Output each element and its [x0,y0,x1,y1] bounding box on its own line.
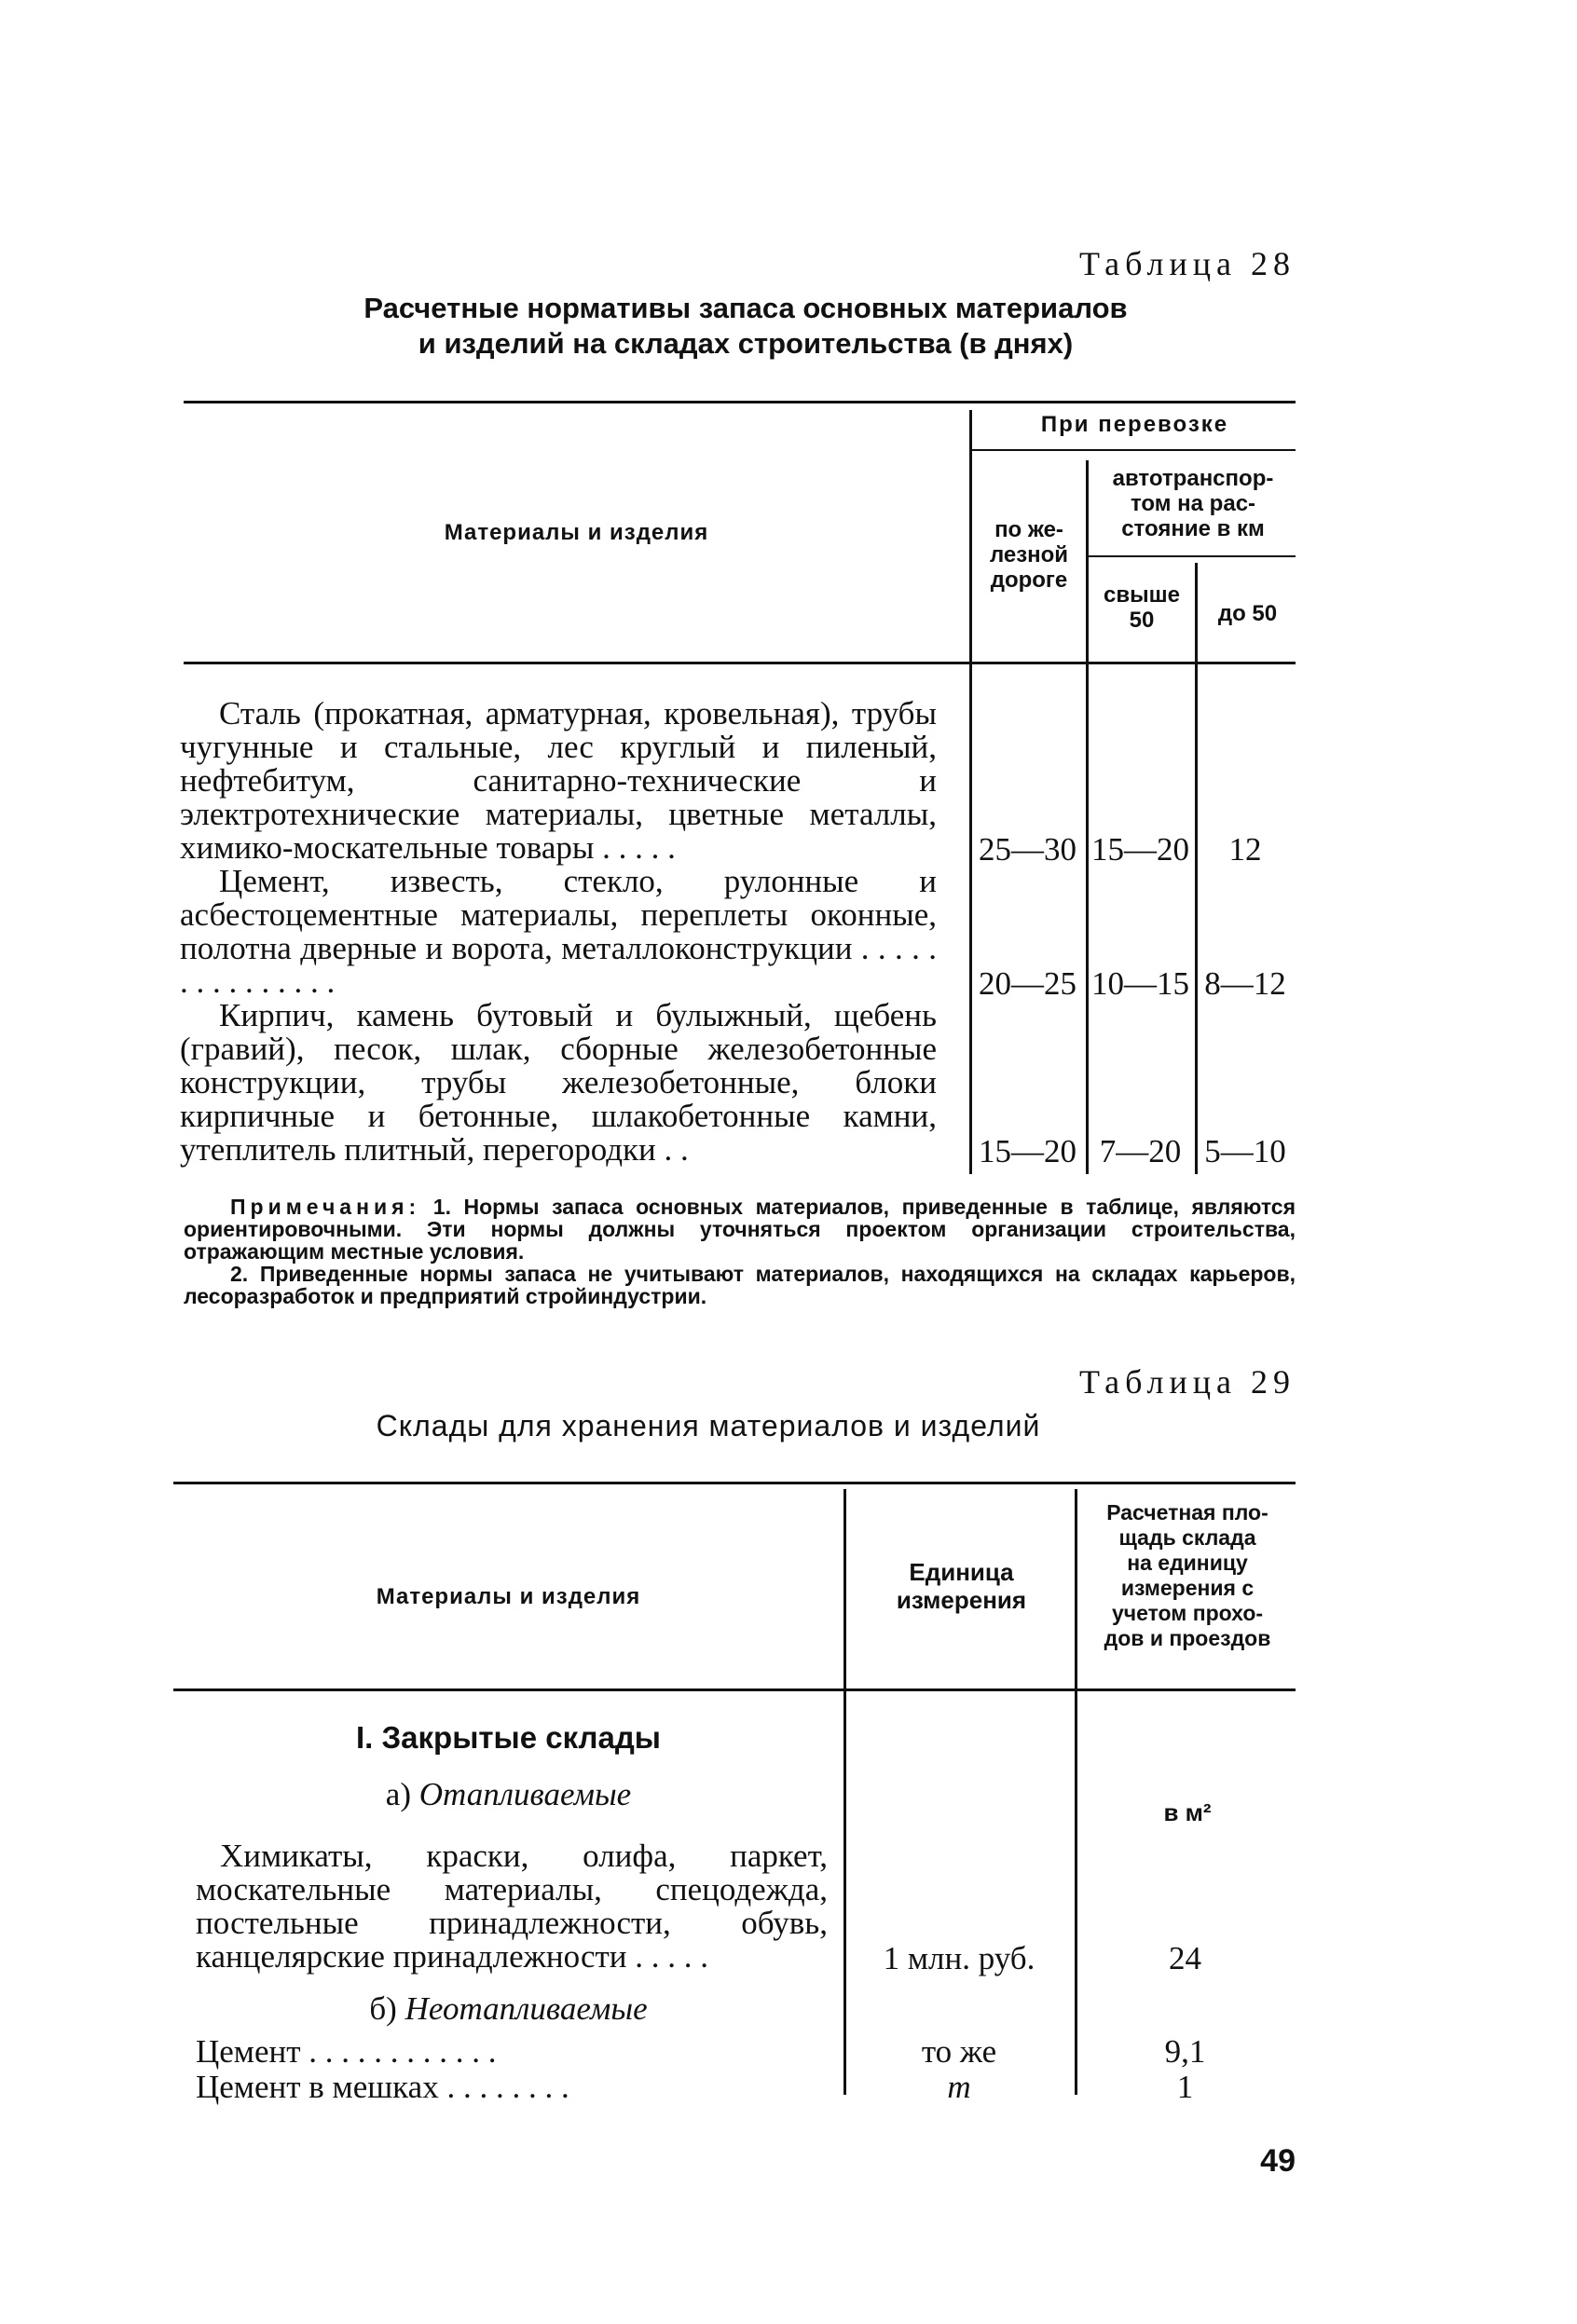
table28-auto-rule [1086,555,1296,557]
table28-title [280,291,1212,362]
table28-row-2-rail: 20—25 [979,965,1076,1002]
table29-row-3-area: 1 [1176,2069,1194,2105]
table29-row-1-unit: 1 млн. руб. [883,1940,1035,1976]
table29-sub-a [173,1776,843,1813]
table29-col-divider-2 [1075,1489,1077,2095]
table28-header-materials: Материалы и изделия [444,520,709,545]
table28-label: Таблица 28 [1079,245,1296,282]
notes-label: Примечания: [230,1195,421,1219]
table28-row-1-text: Сталь (прокатная, арматурная, кровельная), трубы чугунные и стальные, лес круглый и пиленый, нефтебитум, санитарно-технические и электротехнические материалы, цветные металлы, химико-москательные товары . . . . . [180,695,937,866]
table29-title: Склады для хранения материалов и изделий [376,1409,1041,1442]
table28-title-line1: Расчетные нормативы запаса основных материалов [363,292,1128,324]
table29-row-1-text: Химикаты, краски, олифа, паркет, москательные материалы, спецодежда, постельные принадлежности, обувь, канцелярские принадлежности . . . . . [196,1838,828,1975]
table29-sub-a-label: Отапливаемые [418,1776,632,1812]
page-number: 49 [1260,2143,1296,2179]
table28-col-divider-2 [1086,460,1089,1174]
table29-sub-a-prefix: а) [385,1776,411,1812]
table28-row-3-text: Кирпич, камень бутовый и булыжный, щебень (гравий), песок, шлак, сборные железобетонные конструкции, трубы железобетонные, блоки кирпичные и бетонные, шлакобетонные камни, утеплитель плитный, перегородки . . [180,997,937,1168]
table28-header-transport: При перевозке [1040,412,1229,437]
table28-row-1-over50: 15—20 [1091,831,1189,868]
table29-row-1-area: 24 [1169,1940,1201,1976]
table28-top-rule [184,401,1296,403]
table29-label: Таблица 29 [1079,1363,1296,1401]
table28-row-1-upto50: 12 [1228,831,1262,868]
table28-header-upto50: до 50 [1217,601,1278,626]
table29-sub-b-label: Неотапливаемые [405,1990,648,2027]
table28-row-2-over50: 10—15 [1091,965,1189,1002]
table28-row-2-upto50: 8—12 [1204,965,1286,1002]
table29-col-divider-1 [843,1489,846,2095]
table28-header-over50: свыше 50 [1104,582,1180,633]
table28-header-auto: автотранспор- том на рас- стояние в км [1112,466,1274,541]
table29-header-materials: Материалы и изделия [376,1584,641,1609]
table28-row-3-over50: 7—20 [1099,1133,1182,1169]
note-2: 2. Приведенные нормы запаса не учитывают материалов, находящихся на складах карьеров, лесоразработок и предприятий стройиндустрии. [184,1262,1296,1308]
table29-row-2-text: Цемент . . . . . . . . . . . . [196,2033,497,2070]
table29-row-2-unit: то же [921,2033,997,2070]
table28-row-3-rail: 15—20 [979,1133,1076,1169]
table28-notes [184,1196,1296,1307]
table28-col-divider-3 [1195,563,1198,1174]
table29-top-rule [173,1482,1296,1484]
table28-col-divider-1 [969,410,972,1174]
table28-title-line2: и изделий на складах строительства (в днях) [418,327,1074,360]
table29-area-unit: в м² [1163,1798,1212,1826]
table28-row-3-upto50: 5—10 [1204,1133,1286,1169]
table29-header-area: Расчетная пло- щадь склада на единицу измерения с учетом прохо- дов и проездов [1104,1500,1271,1650]
table28-row-2-text: Цемент, известь, стекло, рулонные и асбестоцементные материалы, переплеты оконные, полотна дверные и ворота, металлоконструкции . . . . . . . . . . . . . . . [180,863,937,1000]
table28-header-rail: по же- лезной дороге [989,517,1069,593]
table29-row-3-unit: т [947,2069,971,2105]
note-1: 1. Нормы запаса основных материалов, приведенные в таблице, являются ориентировочными. Эти нормы должны уточняться проектом организации строительства, отражающим местные условия. [184,1195,1296,1264]
table29-header-unit: Единица измерения [896,1558,1027,1614]
table29-header-rule [173,1688,1296,1691]
table28-transport-rule [969,449,1296,451]
table29-row-2-area: 9,1 [1164,2033,1206,2070]
table29-sub-b-prefix: б) [369,1990,397,2027]
table28-row-1-rail: 25—30 [979,831,1076,868]
table29-row-3-text: Цемент в мешках . . . . . . . . [196,2069,569,2105]
table29-sub-b [173,1990,843,2028]
table29-section-1: I. Закрытые склады [356,1720,661,1755]
table28-header-rule [184,662,1296,664]
